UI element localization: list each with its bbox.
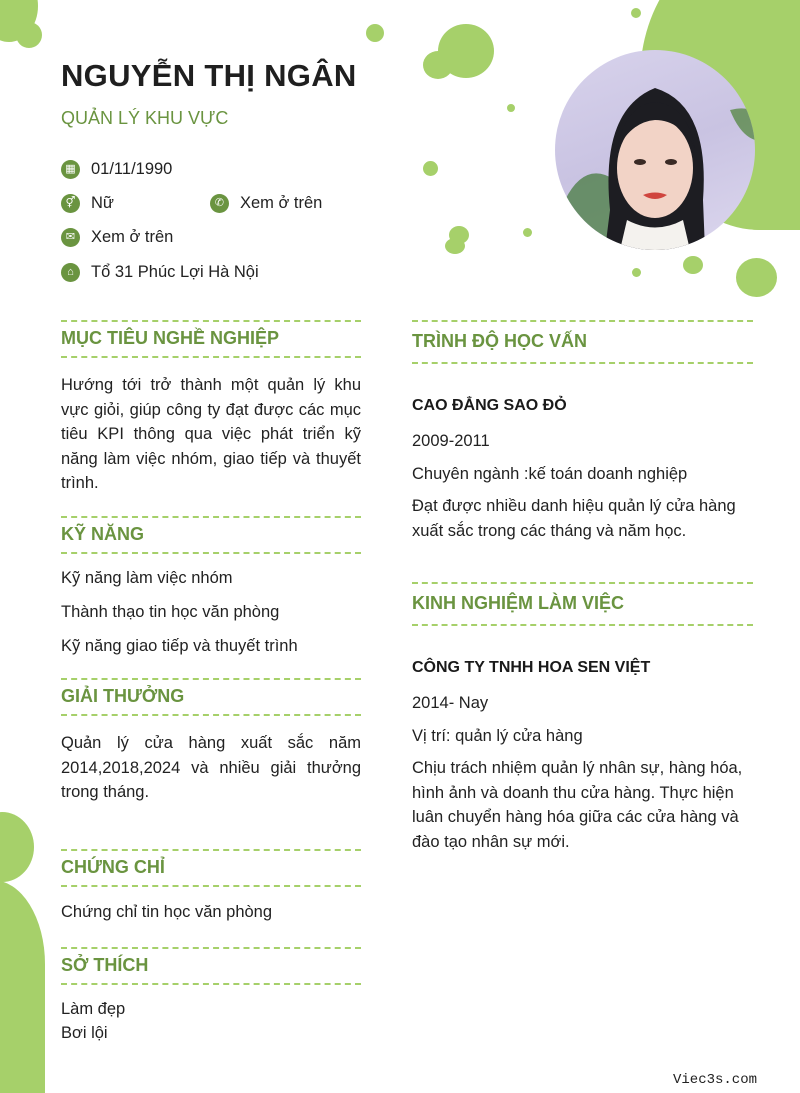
decor-dot xyxy=(423,161,438,176)
decor-circle xyxy=(736,258,777,297)
birthday-row xyxy=(61,160,172,179)
objective-section xyxy=(61,320,361,496)
address-value: Tổ 31 Phúc Lợi Hà Nội xyxy=(91,263,259,281)
decor-blob-bottom-left-body xyxy=(0,880,45,1093)
phone-icon: ✆ xyxy=(210,194,229,213)
gender-value: Nữ xyxy=(91,194,114,212)
education-description: Đạt được nhiều danh hiệu quản lý cửa hàng xuất sắc trong các tháng và năm học. xyxy=(412,497,736,540)
experience-period: 2014- Nay xyxy=(412,694,489,712)
experience-description: Chịu trách nhiệm quản lý nhân sự, hàng hóa, hình ảnh và doanh thu cửa hàng. Thực hiện luân chuyển hàng hóa giữa các cửa hàng và đào tạo nhân sự mới. xyxy=(412,759,743,851)
experience-section xyxy=(412,582,753,854)
awards-section xyxy=(61,678,361,805)
education-heading: TRÌNH ĐỘ HỌC VẤN xyxy=(412,320,753,364)
hobby-item: Bơi lội xyxy=(61,1024,108,1042)
decor-dot xyxy=(631,8,641,18)
address-row xyxy=(61,263,259,282)
calendar-icon: ▦ xyxy=(61,160,80,179)
decor-dot xyxy=(366,24,384,42)
portrait-illustration xyxy=(555,50,755,250)
hobbies-section xyxy=(61,947,361,1043)
certificates-section xyxy=(61,849,361,922)
skills-heading: KỸ NĂNG xyxy=(61,516,361,554)
candidate-role: QUẢN LÝ KHU VỰC xyxy=(61,108,229,128)
certificates-heading: CHỨNG CHỈ xyxy=(61,849,361,887)
hobby-item: Làm đẹp xyxy=(61,1000,126,1018)
decor-blob-bottom-left xyxy=(0,812,34,882)
education-period: 2009-2011 xyxy=(412,432,490,450)
skills-section xyxy=(61,516,361,656)
skill-item: Kỹ năng làm việc nhóm xyxy=(61,569,233,587)
experience-position: Vị trí: quản lý cửa hàng xyxy=(412,727,583,745)
gender-row xyxy=(61,194,114,213)
skill-item: Kỹ năng giao tiếp và thuyết trình xyxy=(61,637,298,655)
decor-dot xyxy=(507,104,515,112)
decor-dot xyxy=(683,256,703,274)
decor-dot xyxy=(16,22,42,48)
decor-dot xyxy=(523,228,532,237)
phone-row xyxy=(210,194,322,213)
company-name: CÔNG TY TNHH HOA SEN VIỆT xyxy=(412,659,651,676)
birthday-value: 01/11/1990 xyxy=(91,160,173,178)
awards-text: Quản lý cửa hàng xuất sắc năm 2014,2018,2024 và nhiều giải thưởng trong tháng. xyxy=(61,734,361,801)
footer-brand: Viec3s.com xyxy=(673,1072,758,1088)
candidate-name: NGUYỄN THỊ NGÂN xyxy=(61,58,357,93)
phone-value: Xem ở trên xyxy=(240,194,323,212)
email-value: Xem ở trên xyxy=(91,228,174,246)
decor-dot xyxy=(445,238,465,254)
home-icon: ⌂ xyxy=(61,263,80,282)
school-name: CAO ĐẲNG SAO ĐỎ xyxy=(412,397,567,414)
experience-heading: KINH NGHIỆM LÀM VIỆC xyxy=(412,582,753,626)
skill-item: Thành thạo tin học văn phòng xyxy=(61,603,280,621)
education-major: Chuyên ngành :kế toán doanh nghiệp xyxy=(412,465,688,483)
decor-circle xyxy=(423,51,453,79)
objective-text: Hướng tới trở thành một quản lý khu vực giỏi, giúp công ty đạt được các mục tiêu KPI thông qua việc phát triển kỹ năng làm việc nhóm, giao tiếp và thuyết trình. xyxy=(61,376,361,492)
certificate-item: Chứng chỉ tin học văn phòng xyxy=(61,903,273,921)
gender-icon: ⚥ xyxy=(61,194,80,213)
profile-photo xyxy=(555,50,755,250)
email-row xyxy=(61,228,173,247)
education-section xyxy=(412,320,753,543)
email-icon: ✉ xyxy=(61,228,80,247)
decor-dot xyxy=(632,268,641,277)
objective-heading: MỤC TIÊU NGHỀ NGHIỆP xyxy=(61,320,361,358)
awards-heading: GIẢI THƯỞNG xyxy=(61,678,361,716)
hobbies-heading: SỞ THÍCH xyxy=(61,947,361,985)
